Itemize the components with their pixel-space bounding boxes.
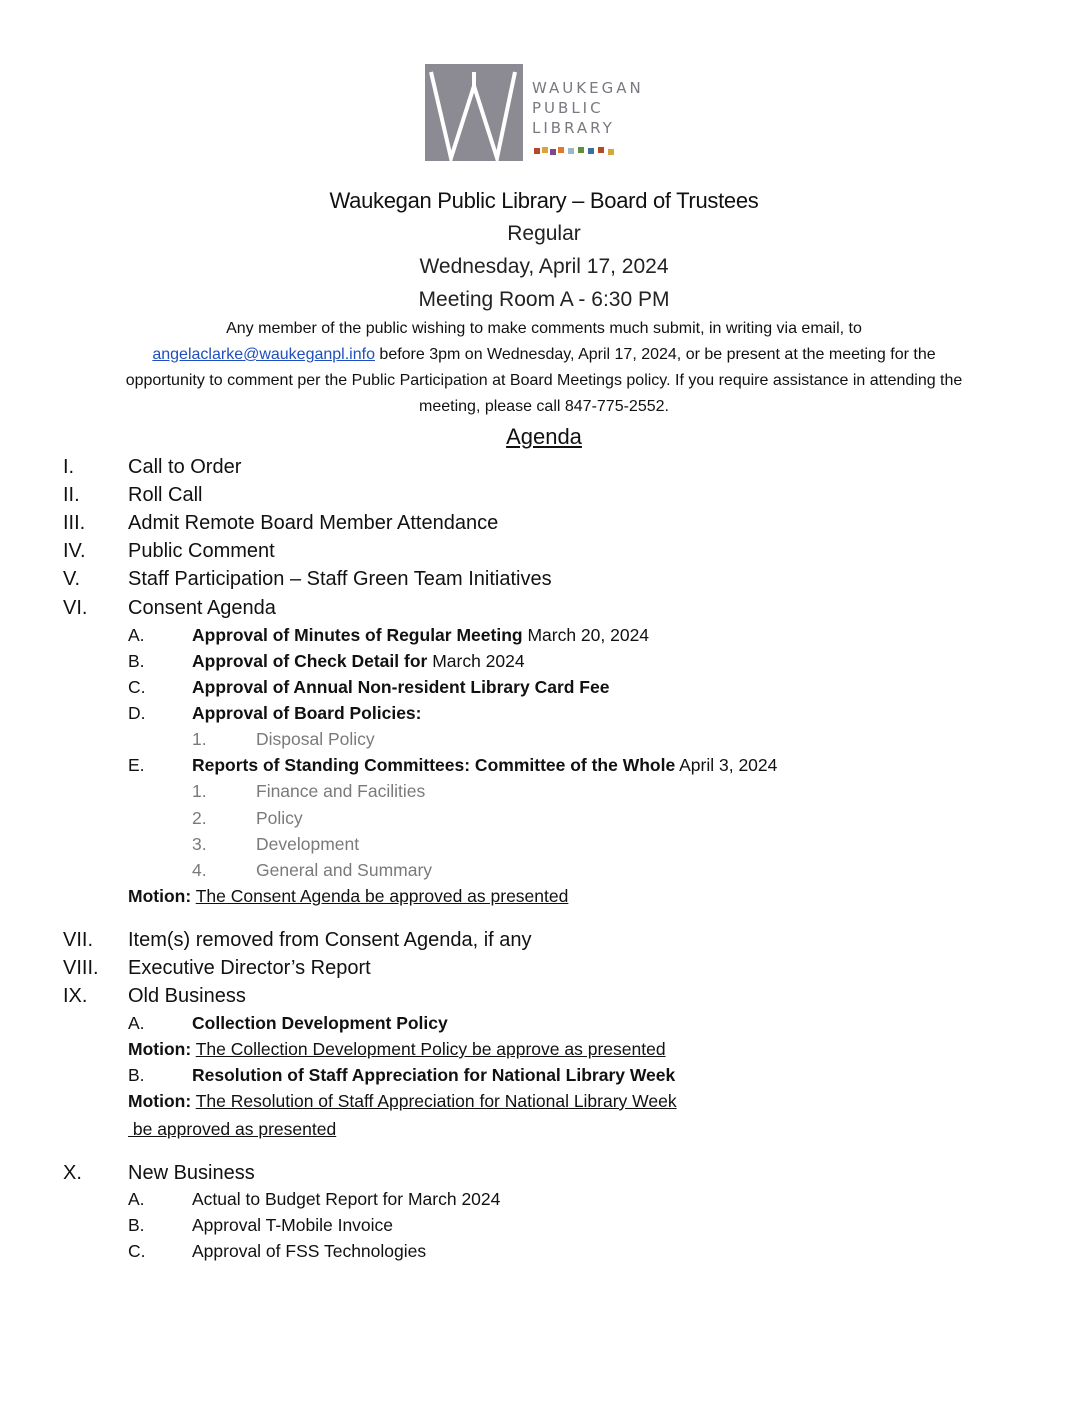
subitem-text [192,1013,448,1034]
old-business-motion-b [128,1091,677,1112]
subitem-rest: March 2024 [427,651,525,671]
subsubitem-number: 1. [192,729,207,749]
item-text: Staff Participation – Staff Green Team Initiatives [128,568,552,590]
logo-line-3: LIBRARY [532,119,615,137]
subsubitem-number: 4. [192,860,207,880]
notice-line: opportunity to comment per the Public Participation at Board Meetings policy. If you require assistance in attending the [125,372,963,389]
notice-line: meeting, please call 847-775-2552. [419,398,669,415]
motion-text: The Collection Development Policy be approve as presented [195,1039,666,1059]
library-logo [425,64,523,161]
email-link[interactable]: angelaclarke@waukeganpl.info [152,346,375,363]
consent-motion [128,886,568,907]
document-title: Waukegan Public Library – Board of Trustees [329,188,759,213]
subsubitem-text: Finance and Facilities [256,781,426,801]
logo-square [558,147,564,153]
logo-square [568,148,574,154]
subitem-letter: B. [128,1065,145,1085]
subitem-letter: B. [128,651,145,671]
subitem-letter: C. [128,1241,146,1261]
notice-line: Any member of the public wishing to make comments much submit, in writing via email, to [226,320,862,337]
subitem-text: Approval T-Mobile Invoice [192,1215,394,1235]
logo-line-2: PUBLIC [532,99,604,117]
logo-wordmark [532,78,644,138]
meeting-type: Regular [507,222,581,245]
subitem-letter: B. [128,1215,145,1235]
item-number: VII. [63,929,94,951]
subitem-letter: E. [128,755,145,775]
motion-label: Motion: [128,886,192,906]
subitem-bold: Resolution of Staff Appreciation for National Library Week [192,1065,676,1085]
logo-line-1: WAUKEGAN [532,79,644,97]
item-number: VI. [63,597,88,619]
subsubitem-text: Disposal Policy [256,729,375,749]
subitem-rest: April 3, 2024 [675,755,778,775]
logo-square [588,148,594,154]
logo-square [542,147,548,153]
logo-square [578,147,584,153]
subitem-bold: Reports of Standing Committees: Committee of the Whole [192,755,676,775]
item-text: Public Comment [128,540,275,562]
subitem-text: Approval of FSS Technologies [192,1241,427,1261]
logo-square [550,149,556,155]
item-number: V. [63,568,81,590]
subitem-bold: Approval of Minutes of Regular Meeting [192,625,523,645]
subitem-letter: A. [128,1189,145,1209]
subsubitem-text: Policy [256,808,303,828]
subitem-text [192,625,649,646]
item-text: Roll Call [128,484,203,506]
item-number: IV. [63,540,86,562]
agenda-heading: Agenda [506,424,582,449]
public-comment-notice [59,316,1029,420]
logo-square [598,147,604,153]
subitem-bold: Collection Development Policy [192,1013,448,1033]
subitem-letter: A. [128,1013,145,1033]
item-number: II. [63,484,80,506]
subitem-text [192,677,609,698]
item-number: IX. [63,985,88,1007]
subsubitem-text: Development [256,834,360,854]
meeting-location: Meeting Room A - 6:30 PM [418,288,670,311]
item-text: Item(s) removed from Consent Agenda, if any [128,929,532,951]
item-text: Executive Director’s Report [128,957,371,979]
meeting-date: Wednesday, April 17, 2024 [419,255,669,278]
item-text: New Business [128,1162,255,1184]
subitem-letter: C. [128,677,146,697]
motion-text: The Consent Agenda be approved as presented [195,886,569,906]
item-number: III. [63,512,86,534]
item-text: Admit Remote Board Member Attendance [128,512,499,534]
subitem-text [192,755,777,776]
old-business-motion-a [128,1039,666,1060]
subitem-letter: A. [128,625,145,645]
item-text: Call to Order [128,456,242,478]
item-text: Old Business [128,985,246,1007]
subitem-rest: March 20, 2024 [522,625,650,645]
motion-text: be approved as presented [128,1119,337,1139]
item-text: Consent Agenda [128,597,276,619]
subsubitem-text: General and Summary [256,860,433,880]
subitem-bold: Approval of Check Detail for [192,651,428,671]
subitem-text [192,703,421,724]
subitem-bold: Approval of Board Policies: [192,703,422,723]
logo-w-mark [425,64,523,161]
notice-line [59,342,1029,368]
subitem-bold: Approval of Annual Non-resident Library Card Fee [192,677,610,697]
subsubitem-number: 3. [192,834,207,854]
item-number: I. [63,456,75,478]
motion-label: Motion: [128,1039,192,1059]
notice-line-text: before 3pm on Wednesday, April 17, 2024, or be present at the meeting for the [374,346,936,363]
item-number: X. [63,1162,82,1184]
item-number: VIII. [63,957,99,979]
subsubitem-number: 2. [192,808,207,828]
motion-label: Motion: [128,1091,192,1111]
motion-text: The Resolution of Staff Appreciation for National Library Week [195,1091,677,1111]
subsubitem-number: 1. [192,781,207,801]
subitem-text [192,1065,675,1086]
old-business-motion-b-continued [128,1119,336,1140]
subitem-text [192,651,525,672]
logo-square [608,149,614,155]
subitem-letter: D. [128,703,146,723]
subitem-text: Actual to Budget Report for March 2024 [192,1189,501,1209]
logo-square [534,148,540,154]
